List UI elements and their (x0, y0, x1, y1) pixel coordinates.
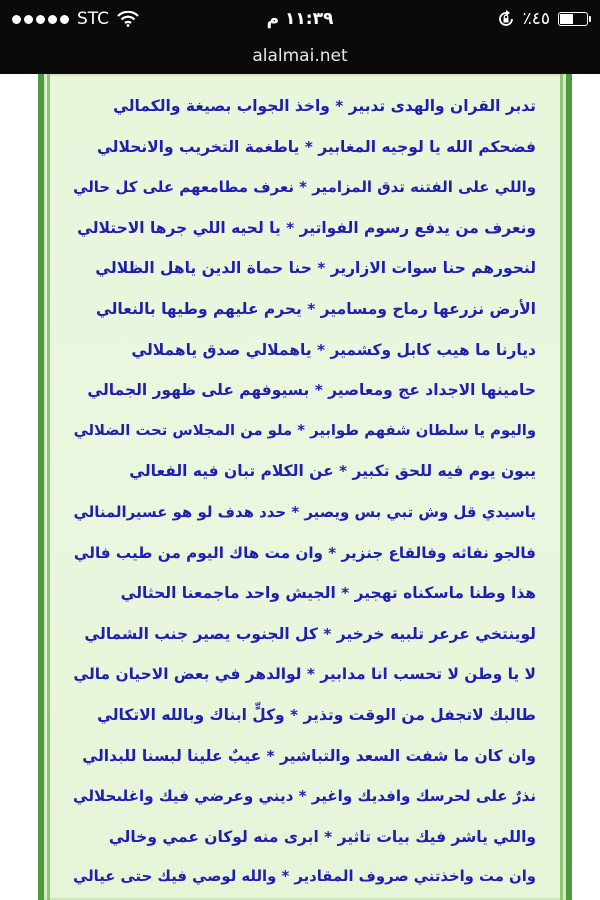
battery-percent: ٪٤٥ (522, 9, 550, 29)
poem-verse: تدبر القران والهدى تدبير * واخذ الجواب بصيغة والكمالي (113, 97, 536, 115)
poem-verses (58, 86, 552, 898)
poem-verse: فالجو نفاثه وفالقاع جنزير * وان مت هاك اليوم من طيب فالي (73, 543, 536, 562)
status-right (497, 9, 588, 29)
poem-verse: لنحورهم حنا سوات الازارير * حنا حماة الدين ياهل الظلالي (95, 259, 536, 278)
status-bar (0, 0, 600, 38)
poem-verse: هذا وطنا ماسكناه تهجير * الجيش واحد ماجمعنا الحثالي (120, 584, 536, 603)
battery-fill (560, 14, 573, 24)
poem-verse: الأرض نزرعها رماح ومسامير * يحرم عليهم وطيها بالنعالي (95, 299, 536, 318)
status-left (12, 9, 139, 29)
poem-verse: لا يا وطن لا تحسب انا مدابير * لوالدهر في بعض الاحيان مالي (73, 665, 536, 684)
poem-verse: وان مت واخذتني صروف المقادير * والله لوصي فيك حتى عيالي (73, 868, 536, 886)
poem-verse: ديارنا ما هيب كابل وكشمير * ياهملالي صدق ياهملالي (131, 340, 536, 359)
orientation-lock-icon (497, 10, 515, 28)
wifi-icon (117, 11, 139, 27)
address-bar[interactable] (0, 38, 600, 74)
poem-verse: طالبك لاتجفل من الوقت وتذير * وكلٍّ ابناك وبالله الاتكالي (97, 705, 536, 724)
poem-verse: حامينها الاجداد عج ومعاصير * بسيوفهم على ظهور الجمالي (87, 381, 536, 400)
partial-verse (44, 74, 566, 86)
carrier-name: STC (77, 9, 110, 29)
poem-verse: لوينتخي عرعر تلبيه خرخير * كل الجنوب يصير جنب الشمالي (84, 624, 536, 643)
poem-verse: يبون يوم فيه للحق تكبير * عن الكلام تبان فيه الفعالي (129, 462, 536, 481)
web-page (0, 74, 600, 900)
url-text: alalmai.net (252, 46, 348, 66)
poem-frame (38, 74, 572, 900)
poem-verse: فضحكم الله يا لوجيه المغابير * ياطغمة التخريب والانحلالي (96, 137, 536, 156)
poem-verse: واللي على الفتنه تدق المزامير * نعرف مطامعهم على كل حالي (73, 178, 536, 197)
poem-verse: واللي ياشر فيك بيات تاثير * ابرى منه لوكان عمي وخالي (108, 827, 536, 846)
signal-strength-icon (12, 15, 69, 24)
battery-icon (558, 12, 588, 26)
clock: ١١:٣٩ م (266, 9, 334, 29)
poem-verse: ياسيدي قل وش تبي بس ويصير * حدد هدف لو هو عسيرالمنالي (73, 502, 536, 521)
poem-verse: ونعرف من يدفع رسوم الفواتير * يا لحيه اللي جرها الاحتلالي (77, 218, 536, 237)
poem-verse: واليوم يا سلطان شفهم طوابير * ملو من المجلاس تحت الضلالي (73, 421, 536, 439)
poem-verse: نذرٌ على لحرسك وافديك واغير * ديني وعرضي فيك واغلىحلالي (73, 787, 536, 806)
poem-verse: وان كان ما شفت السعد والتباشير * عيبٌ علينا لبسنا للبدالي (82, 746, 536, 765)
